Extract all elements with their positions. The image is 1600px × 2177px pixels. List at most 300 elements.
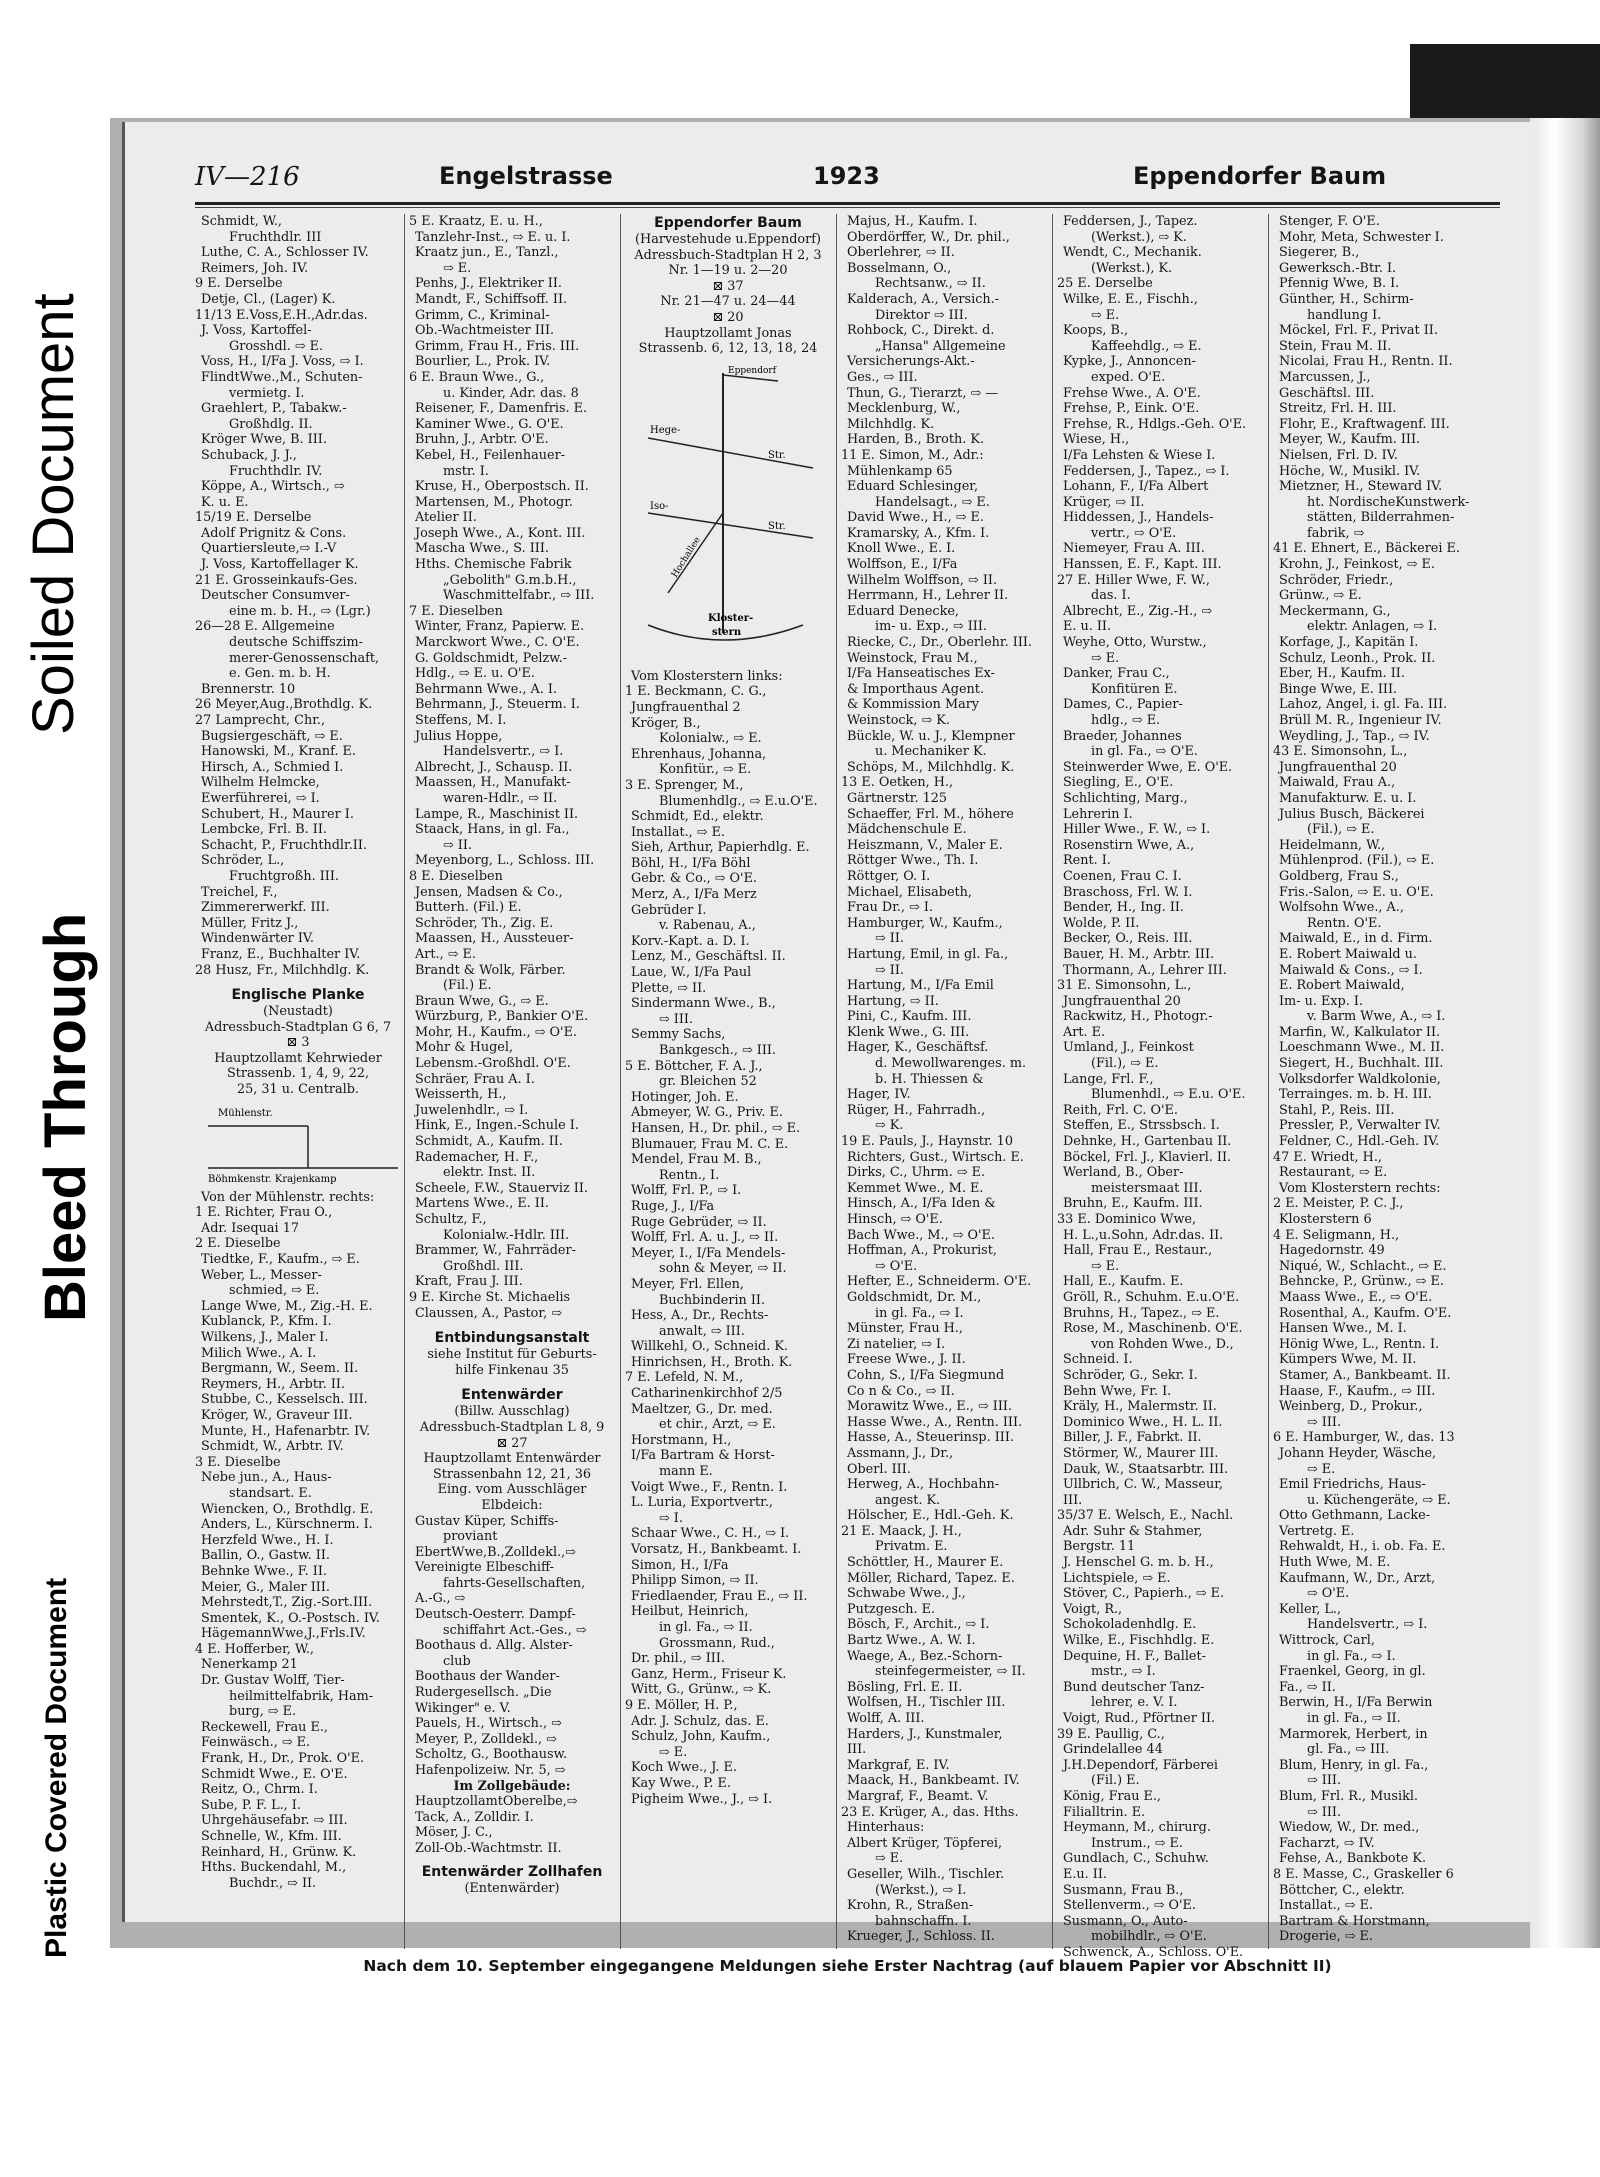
directory-entry: Wiedow, W., Dr. med., xyxy=(1279,1820,1420,1836)
directory-entry: Böttcher, C., elektr. xyxy=(1279,1882,1405,1898)
directory-entry: Dr. phil., ⇨ III. xyxy=(631,1651,725,1667)
directory-entry: Assmann, J., Dr., xyxy=(847,1445,954,1461)
directory-entry: ⇨ II. xyxy=(443,837,472,853)
directory-entry: burg, ⇨ E. xyxy=(229,1704,297,1720)
directory-entry: Hinsch, A., I/Fa Iden & xyxy=(847,1196,996,1212)
directory-entry: I/Fa Lehsten & Wiese I. xyxy=(1063,447,1216,463)
directory-entry: u. Mechaniker K. xyxy=(875,744,987,760)
directory-entry: Wolfsohn Wwe., A., xyxy=(1279,900,1404,916)
directory-entry: Krueger, J., Schloss. II. xyxy=(847,1929,995,1945)
directory-entry: Marckwort Wwe., C. O'E. xyxy=(415,635,580,651)
directory-entry: Nicolai, Frau H., Rentn. II. xyxy=(1279,354,1453,370)
directory-entry: Instrum., ⇨ E. xyxy=(1091,1835,1183,1851)
directory-entry: Lembcke, Frl. B. II. xyxy=(201,822,327,838)
directory-entry: proviant xyxy=(443,1529,498,1545)
directory-entry: Gustav Küper, Schiffs- xyxy=(415,1513,559,1529)
directory-entry: mstr. I. xyxy=(443,463,489,479)
directory-entry: J. Henschel G. m. b. H., xyxy=(1063,1555,1214,1571)
directory-entry: Thun, G., Tierarzt, ⇨ — xyxy=(847,385,999,401)
directory-entry: Meier, G., Maler III. xyxy=(201,1579,330,1595)
directory-entry: Wolff, Frl. A. u. J., ⇨ II. xyxy=(631,1230,779,1246)
directory-entry: Direktor ⇨ III. xyxy=(875,307,968,323)
directory-entry: Steinwerder Wwe, E. O'E. xyxy=(1063,759,1233,775)
directory-entry: Brandt & Wolk, Färber. xyxy=(415,962,566,978)
directory-entry: Maeltzer, G., Dr. med. xyxy=(631,1401,773,1417)
page-number: IV—216 xyxy=(195,162,300,192)
directory-entry: Reinhard, H., Grünw. K. xyxy=(201,1844,357,1860)
directory-entry: Wolff, A. III. xyxy=(847,1711,925,1726)
directory-entry: Versicherungs-Akt.- xyxy=(847,354,975,370)
directory-entry: Blumenhdl., ⇨ E.u. O'E. xyxy=(1091,1087,1246,1103)
directory-entry: 6 E. Braun Wwe., G., xyxy=(409,369,545,385)
directory-entry: 3 E. Dieselbe xyxy=(195,1454,281,1470)
bleed-through-label: Bleed Through xyxy=(33,912,98,1322)
directory-entry: 15/19 E. Derselbe xyxy=(195,510,312,526)
directory-entry: Voigt Wwe., F., Rentn. I. xyxy=(631,1479,788,1495)
directory-entry: Volksdorfer Waldkolonie, xyxy=(1279,1071,1441,1087)
map-label: Hochallee xyxy=(670,535,703,580)
directory-entry: E. Robert Maiwald u. xyxy=(1279,946,1417,962)
directory-entry: Kaufmann, W., Dr., Arzt, xyxy=(1279,1570,1436,1586)
directory-entry: Coenen, Frau C. I. xyxy=(1063,868,1182,884)
directory-entry: Blum, Henry, in gl. Fa., xyxy=(1279,1757,1429,1773)
directory-entry: Luthe, C. A., Schlosser IV. xyxy=(201,245,369,261)
directory-entry: 2 E. Dieselbe xyxy=(195,1236,281,1252)
directory-entry: fabrik, ⇨ xyxy=(1307,525,1365,541)
directory-entry: Freese Wwe., J. II. xyxy=(847,1352,966,1368)
directory-entry: 8 E. Masse, C., Graskeller 6 xyxy=(1273,1866,1454,1882)
directory-entry: Schmidt, Ed., elektr. xyxy=(631,809,764,825)
directory-entry: Lange, Frl. F., xyxy=(1063,1071,1154,1087)
directory-entry: (Fil.), ⇨ E. xyxy=(1091,1056,1159,1072)
directory-entry: bahnschaffn. I. xyxy=(875,1913,972,1929)
directory-entry: Geschäftsl. III. xyxy=(1279,385,1375,401)
directory-entry: Behnke Wwe., F. II. xyxy=(201,1563,327,1579)
directory-entry: Uhrgehäusefabr. ⇨ III. xyxy=(201,1813,348,1829)
directory-entry: E.u. II. xyxy=(1063,1866,1107,1882)
directory-entry: Kruse, H., Oberpostsch. II. xyxy=(415,479,589,495)
directory-entry: Rentn. O'E. xyxy=(1307,915,1382,931)
directory-entry: Grosshdl. ⇨ E. xyxy=(229,338,324,354)
directory-entry: Schokoladenhdlg. E. xyxy=(1063,1617,1197,1633)
directory-entry: 26 Meyer,Aug.,Brothdlg. K. xyxy=(195,697,373,713)
directory-entry: Hönig Wwe, L., Rentn. I. xyxy=(1279,1336,1440,1352)
directory-entry: Hansen Wwe., M. I. xyxy=(1279,1321,1407,1337)
directory-entry: Schmidt, W., Arbtr. IV. xyxy=(201,1439,344,1455)
info-line: 25, 31 u. Centralb. xyxy=(237,1082,359,1098)
directory-entry: Bergmann, W., Seem. II. xyxy=(201,1361,359,1377)
directory-entry: Staack, Hans, in gl. Fa., xyxy=(415,822,570,838)
directory-entry: Bankgesch., ⇨ III. xyxy=(659,1043,776,1058)
directory-entry: Claussen, A., Pastor, ⇨ xyxy=(415,1305,562,1321)
directory-entry: Wendt, C., Mechanik. xyxy=(1063,245,1202,261)
info-line: Eing. vom Ausschläger xyxy=(437,1482,587,1498)
directory-entry: Jungfrauenthal 20 xyxy=(1063,993,1181,1009)
info-line: ⊠ 37 xyxy=(712,278,744,294)
info-line: Hauptzollamt Jonas xyxy=(664,325,792,341)
directory-entry: Zoll-Ob.-Wachtmstr. II. xyxy=(415,1840,562,1856)
directory-entry: Flohr, E., Kraftwagenf. III. xyxy=(1279,416,1450,432)
directory-entry: Albrecht, E., Zig.-H., ⇨ xyxy=(1063,603,1213,619)
directory-entry: Fehse, A., Bankbote K. xyxy=(1279,1851,1427,1867)
columns xyxy=(195,214,1500,1960)
directory-entry: Schröder, L., xyxy=(201,853,285,869)
directory-entry: ⇨ E. xyxy=(443,260,472,276)
directory-entry: Mecklenburg, W., xyxy=(847,401,961,417)
directory-entry: 5 E. Kraatz, E. u. H., xyxy=(409,214,543,229)
directory-entry: Hink, E., Ingen.-Schule I. xyxy=(415,1118,579,1134)
directory-entry: Kolonialw., ⇨ E. xyxy=(659,731,762,747)
directory-entry: 26—28 E. Allgemeine xyxy=(195,619,335,635)
directory-entry: Dequine, H. F., Ballet- xyxy=(1063,1648,1206,1664)
directory-entry: Dehnke, H., Gartenbau II. xyxy=(1063,1134,1232,1150)
directory-entry: Nielsen, Frl. D. IV. xyxy=(1279,447,1398,463)
directory-entry: Lahoz, Angel, i. gl. Fa. III. xyxy=(1279,697,1448,713)
directory-entry: Krohn, R., Straßen- xyxy=(847,1898,974,1914)
directory-entry: schiffahrt Act.-Ges., ⇨ xyxy=(443,1622,587,1638)
directory-entry: Schwenck, A., Schloss. O'E. xyxy=(1063,1944,1244,1960)
directory-entry: E. Robert Maiwald, xyxy=(1279,978,1405,994)
year-header: 1923 xyxy=(813,162,880,190)
directory-entry: Installat., ⇨ E. xyxy=(1279,1898,1373,1914)
directory-entry: Schmidt, A., Kaufm. II. xyxy=(415,1134,563,1150)
directory-entry: Julius Busch, Bäckerei xyxy=(1279,806,1425,822)
directory-entry: Goldschmidt, Dr. M., xyxy=(847,1289,982,1305)
directory-entry: Dirks, C., Uhrm. ⇨ E. xyxy=(847,1165,986,1181)
directory-entry: 21 E. Grosseinkaufs-Ges. xyxy=(195,572,358,588)
directory-entry: Rosenthal, A., Kaufm. O'E. xyxy=(1279,1305,1452,1321)
directory-entry: Fruchthdlr. III xyxy=(229,229,322,245)
directory-entry: Milchhdlg. K. xyxy=(847,416,935,432)
directory-entry: 41 E. Ehnert, E., Bäckerei E. xyxy=(1273,541,1460,557)
directory-entry: Handelsvertr., ⇨ I. xyxy=(1307,1617,1428,1633)
info-line: ⊠ 20 xyxy=(712,309,744,325)
directory-entry: Weyhe, Otto, Wurstw., xyxy=(1063,635,1207,651)
directory-entry: Wiese, H., xyxy=(1063,432,1130,448)
directory-entry: Knoll Wwe., E. I. xyxy=(847,541,956,557)
directory-entry: Nebe jun., A., Haus- xyxy=(201,1470,332,1486)
column-separator xyxy=(404,214,405,1949)
directory-entry: Höche, W., Musikl. IV. xyxy=(1279,463,1421,479)
directory-entry: Catharinenkirchhof 2/5 xyxy=(631,1386,783,1402)
directory-entry: Pini, C., Kaufm. III. xyxy=(847,1009,972,1025)
directory-entry: Stöver, C., Papierh., ⇨ E. xyxy=(1063,1586,1225,1602)
directory-entry: u. Kinder, Adr. das. 8 xyxy=(443,385,579,401)
directory-entry: Hafenpolizeiw. Nr. 5, ⇨ xyxy=(415,1763,566,1778)
directory-entry: III. xyxy=(847,1742,867,1758)
directory-entry: das. I. xyxy=(1091,588,1131,604)
directory-entry: Hanssen, E. F., Kapt. III. xyxy=(1063,557,1222,573)
directory-entry: Frank, H., Dr., Prok. O'E. xyxy=(201,1751,365,1767)
directory-entry: Hoffman, A., Prokurist, xyxy=(847,1243,997,1259)
directory-entry: Streitz, Frl. H. III. xyxy=(1279,401,1397,417)
directory-entry: Stenger, F. O'E. xyxy=(1279,214,1380,229)
directory-entry: lehrer, e. V. I. xyxy=(1091,1695,1178,1711)
directory-entry: Lebensm.-Großhdl. O'E. xyxy=(415,1056,571,1072)
directory-entry: Mühlenprod. (Fil.), ⇨ E. xyxy=(1279,853,1435,869)
directory-entry: Hanowski, M., Kranf. E. xyxy=(201,744,356,760)
directory-entry: Meyer, I., I/Fa Mendels- xyxy=(631,1245,786,1261)
directory-entry: Detje, Cl., (Lager) K. xyxy=(201,291,336,307)
directory-entry: Fruchtgroßh. III. xyxy=(229,868,339,884)
directory-entry: Kräly, H., Malermstr. II. xyxy=(1063,1399,1217,1415)
directory-entry: „Hansa" Allgemeine xyxy=(875,338,1006,354)
directory-entry: Meckermann, G., xyxy=(1279,603,1391,619)
directory-entry: Herweg, A., Hochbahn- xyxy=(847,1477,1000,1493)
directory-entry: Böhl, H., I/Fa Böhl xyxy=(631,855,751,871)
directory-entry: Susmann, Frau B., xyxy=(1063,1882,1184,1898)
directory-entry: Steffen, E., Strssbsch. I. xyxy=(1063,1118,1220,1134)
directory-entry: Großhdl. III. xyxy=(443,1258,524,1274)
directory-entry: ⇨ E. xyxy=(1307,1461,1336,1477)
directory-entry: Kalderach, A., Versich.- xyxy=(847,291,1000,307)
directory-entry: Hdlg., ⇨ E. u. O'E. xyxy=(415,666,535,682)
directory-entry: in gl. Fa., ⇨ II. xyxy=(1307,1711,1401,1726)
directory-entry: Manufakturw. E. u. I. xyxy=(1279,790,1417,806)
directory-entry: Privatm. E. xyxy=(875,1539,948,1555)
directory-entry: ⇨ E. xyxy=(659,1744,688,1760)
info-line: siehe Institut für Geburts- xyxy=(427,1347,597,1363)
directory-entry: Voigt, R., xyxy=(1063,1601,1123,1617)
directory-entry: mann E. xyxy=(659,1464,713,1480)
directory-entry: gl. Fa., ⇨ III. xyxy=(1307,1742,1390,1758)
directory-entry: Oberl. III. xyxy=(847,1461,911,1477)
directory-entry: ⇨ E. xyxy=(1091,1258,1120,1274)
directory-entry: ⇨ E. xyxy=(1091,650,1120,666)
directory-entry: steinfegermeister, ⇨ II. xyxy=(875,1664,1026,1680)
directory-entry: Gebr. & Co., ⇨ O'E. xyxy=(631,871,757,887)
directory-entry: Vertretg. E. xyxy=(1279,1523,1355,1539)
directory-entry: 2 E. Meister, P. C. J., xyxy=(1273,1196,1404,1212)
directory-entry: Feddersen, J., Tapez. xyxy=(1063,214,1198,229)
directory-entry: Bender, H., Ing. II. xyxy=(1063,900,1184,916)
directory-entry: Julius Hoppe, xyxy=(415,728,503,744)
directory-entry: Laue, W., I/Fa Paul xyxy=(631,965,752,981)
directory-entry: Art. E. xyxy=(1063,1024,1106,1040)
directory-entry: 9 E. Derselbe xyxy=(195,276,283,292)
column-2 xyxy=(409,214,615,1949)
directory-entry: Pauels, H., Wirtsch., ⇨ xyxy=(415,1716,562,1732)
directory-entry: in gl. Fa., ⇨ I. xyxy=(1307,1648,1396,1664)
directory-entry: Boothaus d. Allg. Alster- xyxy=(415,1638,573,1654)
directory-entry: Treichel, F., xyxy=(201,884,278,900)
directory-entry: Mohr, H., Kaufm., ⇨ O'E. xyxy=(415,1024,577,1040)
directory-entry: Loeschmann Wwe., M. II. xyxy=(1279,1040,1445,1056)
directory-entry: Mascha Wwe., S. III. xyxy=(415,541,549,557)
directory-entry: Gebrüder I. xyxy=(631,902,707,918)
directory-entry: u. Küchengeräte, ⇨ E. xyxy=(1307,1492,1451,1508)
directory-entry: Boothaus der Wander- xyxy=(415,1669,560,1685)
directory-entry: vertr., ⇨ O'E. xyxy=(1091,525,1177,541)
directory-entry: mobilhdlr., ⇨ O'E. xyxy=(1091,1929,1207,1945)
map-label: Eppendorf xyxy=(728,365,777,376)
directory-entry: Majus, H., Kaufm. I. xyxy=(847,214,978,229)
info-line: ⊠ 27 xyxy=(496,1435,528,1451)
directory-entry: Korfage, J., Kapitän I. xyxy=(1279,635,1419,651)
directory-entry: I/Fa Hanseatisches Ex- xyxy=(847,666,995,682)
section-title-englische-planke: Englische Planke xyxy=(231,987,365,1004)
directory-entry: Windenwärter IV. xyxy=(201,931,314,947)
column-3 xyxy=(625,214,831,1949)
entry-list xyxy=(841,214,1047,1945)
directory-entry: (Werkst.), ⇨ I. xyxy=(875,1882,967,1898)
directory-entry: 13 E. Oetken, H., xyxy=(841,775,954,791)
directory-entry: Restaurant, ⇨ E. xyxy=(1279,1165,1388,1181)
directory-entry: Pigheim Wwe., J., ⇨ I. xyxy=(631,1791,773,1807)
directory-entry: Hager, K., Geschäftsf. xyxy=(847,1040,989,1056)
directory-entry: Fraenkel, Georg, in gl. xyxy=(1279,1664,1426,1680)
directory-entry: handlung I. xyxy=(1307,307,1382,323)
directory-entry: Herzfeld Wwe., H. I. xyxy=(201,1532,334,1548)
directory-entry: Zimmererwerkf. III. xyxy=(201,900,330,916)
directory-entry: 11/13 E.Voss,E.H.,Adr.das. xyxy=(195,307,368,323)
directory-entry: Tanzlehr-Inst., ⇨ E. u. I. xyxy=(415,229,571,245)
directory-entry: Rechtsanw., ⇨ II. xyxy=(875,276,986,292)
directory-entry: Kublanck, P., Kfm. I. xyxy=(201,1314,332,1330)
directory-entry: Heilbut, Heinrich, xyxy=(631,1604,749,1620)
directory-entry: Wilke, E. E., Fischh., xyxy=(1063,291,1198,307)
directory-entry: Dr. Gustav Wolff, Tier- xyxy=(201,1673,345,1689)
directory-entry: Krüger, ⇨ II. xyxy=(1063,494,1145,510)
directory-entry: Weinstock, Frau M., xyxy=(847,650,978,666)
directory-entry: Niemeyer, Frau A. III. xyxy=(1063,541,1205,557)
directory-entry: Waege, A., Bez.-Schorn- xyxy=(847,1648,1003,1664)
directory-entry: Kay Wwe., P. E. xyxy=(631,1775,731,1791)
directory-entry: Klenk Wwe., G. III. xyxy=(847,1024,970,1040)
directory-entry: Weisserth, H., xyxy=(415,1087,507,1103)
section-title-entenwaerder: Entenwärder xyxy=(461,1387,563,1404)
directory-entry: hdlg., ⇨ E. xyxy=(1091,713,1161,728)
directory-entry: Wolff, Frl. P., ⇨ I. xyxy=(631,1183,742,1199)
directory-entry: ⇨ II. xyxy=(875,931,904,947)
directory-entry: Michael, Elisabeth, xyxy=(847,884,972,900)
directory-entry: J. Voss, Kartoffel- xyxy=(201,323,312,339)
directory-entry: in gl. Fa., ⇨ II. xyxy=(659,1619,753,1635)
directory-entry: Mandt, F., Schiffsoff. II. xyxy=(415,291,568,307)
directory-entry: Vereinigte Elbeschiff- xyxy=(415,1560,554,1576)
directory-entry: ⇨ III. xyxy=(659,1011,694,1027)
entry-list xyxy=(1273,214,1500,1945)
directory-entry: Adr. J. Schulz, das. E. xyxy=(631,1713,769,1729)
directory-entry: A.-G., ⇨ xyxy=(415,1591,466,1607)
directory-entry: Hiddessen, J., Handels- xyxy=(1063,510,1214,526)
directory-entry: Mendel, Frau M. B., xyxy=(631,1152,762,1168)
directory-entry: Franz, E., Buchhalter IV. xyxy=(201,946,361,962)
directory-entry: Haase, F., Kaufm., ⇨ III. xyxy=(1279,1383,1436,1399)
directory-entry: Hiller Wwe., F. W., ⇨ I. xyxy=(1063,822,1211,838)
directory-entry: & Importhaus Agent. xyxy=(847,681,985,697)
directory-entry: Ruge Gebrüder, ⇨ II. xyxy=(631,1214,767,1230)
directory-entry: Munte, H., Hafenarbtr. IV. xyxy=(201,1423,371,1439)
zoll-subtitle: Im Zollgebäude: xyxy=(453,1778,571,1794)
directory-entry: Emil Friedrichs, Haus- xyxy=(1279,1477,1426,1493)
directory-entry: Kraatz jun., E., Tanzl., xyxy=(415,245,559,261)
directory-entry: Schöps, M., Milchhdlg. K. xyxy=(847,759,1015,775)
directory-entry: Scholtz, G., Boothausw. xyxy=(415,1747,568,1763)
directory-entry: Harden, B., Broth. K. xyxy=(847,432,985,448)
directory-entry: b. H. Thiessen & xyxy=(875,1071,984,1087)
directory-entry: Mohr, Meta, Schwester I. xyxy=(1279,229,1444,245)
directory-entry: Koops, B., xyxy=(1063,323,1129,339)
directory-entry: Kröger, B., xyxy=(631,715,701,731)
directory-entry: „Gebolith" G.m.b.H., xyxy=(443,572,577,588)
directory-entry: Niqué, W., Schlacht., ⇨ E. xyxy=(1279,1258,1447,1274)
directory-entry: Heidelmann, W., xyxy=(1279,837,1386,853)
directory-entry: Co n & Co., ⇨ II. xyxy=(847,1383,955,1399)
page-curl-edge xyxy=(1530,118,1600,1948)
englische-planke-street-map xyxy=(198,1104,398,1184)
directory-entry: Danker, Frau C., xyxy=(1063,666,1170,682)
directory-entry: Weinberg, D., Prokur., xyxy=(1279,1399,1423,1415)
directory-entry: Schneid. I. xyxy=(1063,1352,1133,1368)
directory-entry: Sieh, Arthur, Papierhdlg. E. xyxy=(631,840,810,856)
directory-entry: L. Luria, Exportvertr., xyxy=(631,1495,773,1511)
directory-entry: Jensen, Madsen & Co., xyxy=(415,884,563,900)
info-line: Adressbuch-Stadtplan L 8, 9 xyxy=(419,1419,605,1435)
directory-entry: Grimm, Frau H., Fris. III. xyxy=(415,338,580,354)
directory-entry: Bruhn, J., Arbtr. O'E. xyxy=(415,432,549,448)
directory-entry: Morawitz Wwe., E., ⇨ III. xyxy=(847,1399,1013,1415)
directory-entry: 9 E. Kirche St. Michaelis xyxy=(409,1289,571,1305)
plastic-covered-label: Plastic Covered Document xyxy=(40,1577,73,1958)
directory-entry: Brammer, W., Fahrräder- xyxy=(415,1243,576,1259)
entry-list xyxy=(195,214,401,978)
directory-entry: E. u. II. xyxy=(1063,619,1112,635)
directory-entry: Bartram & Horstmann, xyxy=(1279,1913,1430,1929)
directory-entry: Pfennig Wwe, B. I. xyxy=(1279,276,1400,292)
directory-entry: Frehse, R., Hdlgs.-Geh. O'E. xyxy=(1063,416,1247,432)
section-info xyxy=(409,1404,615,1513)
directory-entry: Feddersen, J., Tapez., ⇨ I. xyxy=(1063,463,1230,479)
directory-entry: Günther, H., Schirm- xyxy=(1279,291,1414,307)
directory-entry: Kemmet Wwe., M. E. xyxy=(847,1180,984,1196)
directory-entry: 28 Husz, Fr., Milchhdlg. K. xyxy=(195,962,370,978)
directory-entry: Braschoss, Frl. W. I. xyxy=(1063,884,1193,900)
directory-entry: Hefter, E., Schneiderm. O'E. xyxy=(847,1274,1032,1290)
directory-entry: 4 E. Seligmann, H., xyxy=(1273,1227,1400,1243)
directory-entry: Weydling, J., Tap., ⇨ IV. xyxy=(1279,728,1430,744)
directory-entry: Konfitüren E. xyxy=(1091,681,1178,697)
directory-entry: ht. NordischeKunstwerk- xyxy=(1307,494,1470,510)
directory-entry: Huth Wwe, M. E. xyxy=(1279,1555,1391,1571)
directory-entry: Adolf Prignitz & Cons. xyxy=(201,525,347,541)
directory-page xyxy=(122,122,1535,1975)
directory-entry: fahrts-Gesellschaften, xyxy=(443,1575,586,1591)
directory-entry: heilmittelfabrik, Ham- xyxy=(229,1688,374,1704)
directory-entry: Braun Wwe, G., ⇨ E. xyxy=(415,993,549,1009)
directory-entry: Möckel, Frl. F., Privat II. xyxy=(1279,323,1438,339)
directory-entry: Otto Gethmann, Lacke- xyxy=(1279,1508,1431,1524)
directory-entry: Pressler, P., Verwalter IV. xyxy=(1279,1118,1441,1134)
directory-entry: HägemannWwe,J.,Frls.IV. xyxy=(201,1626,366,1642)
directory-entry: Heymann, M., chirurg. xyxy=(1063,1820,1211,1836)
directory-entry: Oberdörffer, W., Dr. phil., xyxy=(847,229,1010,245)
directory-entry: Sindermann Wwe., B., xyxy=(631,996,776,1012)
directory-entry: anwalt, ⇨ III. xyxy=(659,1323,745,1339)
directory-entry: Joseph Wwe., A., Kont. III. xyxy=(415,525,586,541)
directory-entry: 8 E. Dieselben xyxy=(409,868,503,884)
directory-entry: Ob.-Wachtmeister III. xyxy=(415,323,555,339)
directory-entry: (Werkst.), ⇨ K. xyxy=(1091,229,1187,245)
directory-entry: Stahl, P., Reis. III. xyxy=(1279,1102,1395,1118)
section-info xyxy=(409,1347,615,1378)
directory-entry: Schröder, Th., Zig. E. xyxy=(415,915,554,931)
directory-entry: Dauk, W., Staatsarbtr. III. xyxy=(1063,1461,1229,1477)
directory-entry: v. Rabenau, A., xyxy=(659,918,756,934)
directory-entry: Bach Wwe., M., ⇨ O'E. xyxy=(847,1227,995,1243)
directory-entry: Bund deutscher Tanz- xyxy=(1063,1679,1205,1695)
info-line: Strassenbahn 12, 21, 36 xyxy=(432,1466,592,1482)
